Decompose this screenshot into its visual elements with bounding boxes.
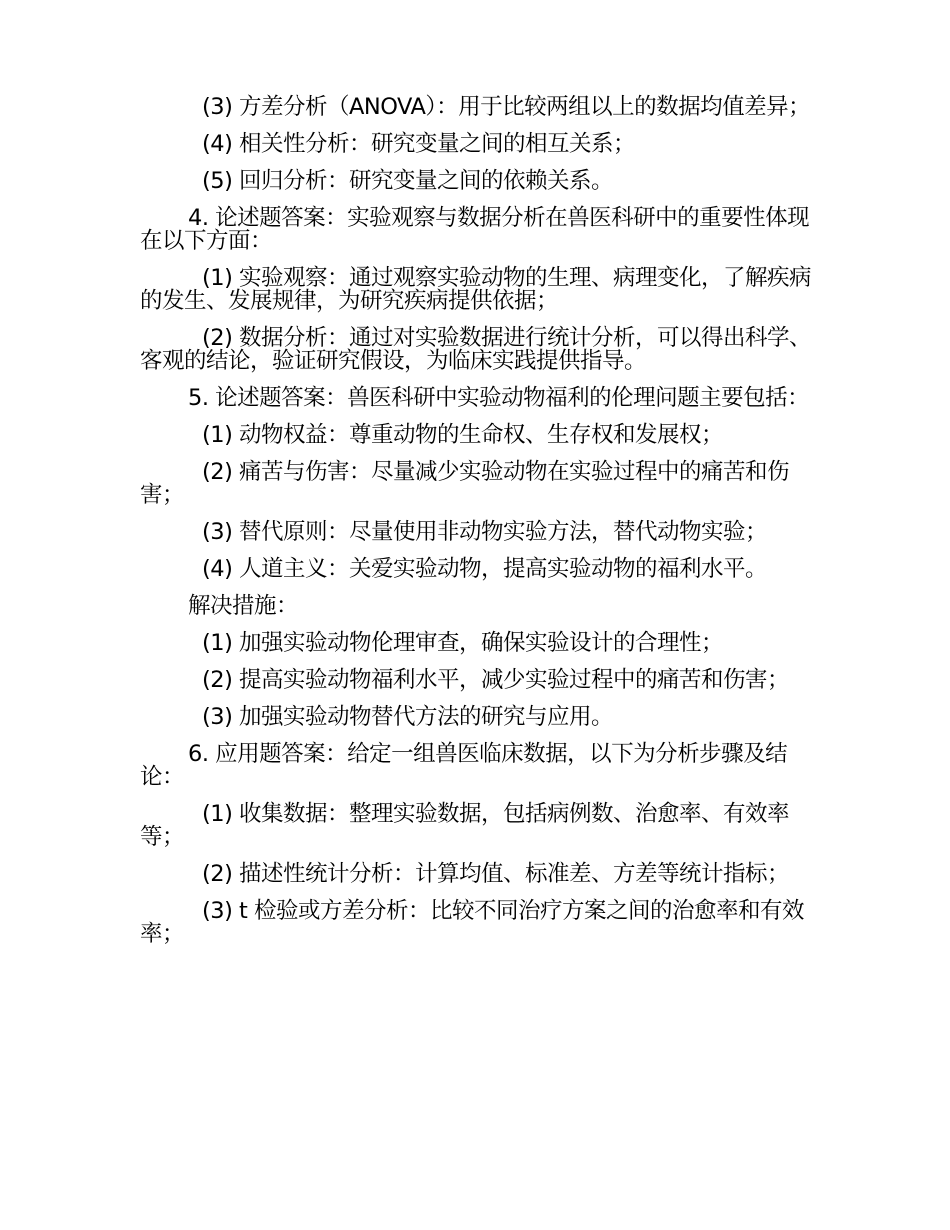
answer-paragraph-animal-rights: (1) 动物权益：尊重动物的生命权、生存权和发展权； xyxy=(202,422,724,448)
answer-paragraph-replacement: (3) 替代原则：尽量使用非动物实验方法，替代动物实验； xyxy=(202,519,768,545)
answer-heading-6: 6. 应用题答案：给定一组兽医临床数据，以下为分析步骤及结论： xyxy=(140,741,788,790)
measures-heading: 解决措施： xyxy=(188,593,299,619)
answer-heading-5: 5. 论述题答案：兽医科研中实验动物福利的伦理问题主要包括： xyxy=(188,385,810,411)
answer-heading-4: 4. 论述题答案：实验观察与数据分析在兽医科研中的重要性体现在以下方面： xyxy=(140,205,810,254)
answer-paragraph-humanism: (4) 人道主义：关爱实验动物，提高实验动物的福利水平。 xyxy=(202,556,768,582)
step-paragraph-ttest: (3) t 检验或方差分析：比较不同治疗方案之间的治愈率和有效率； xyxy=(140,898,804,947)
answer-paragraph-observation: (1) 实验观察：通过观察实验动物的生理、病理变化，了解疾病的发生、发展规律，为研究疾病提供依据； xyxy=(140,265,812,314)
step-paragraph-descriptive: (2) 描述性统计分析：计算均值、标准差、方差等统计指标； xyxy=(202,861,790,887)
measure-paragraph-welfare: (2) 提高实验动物福利水平，减少实验过程中的痛苦和伤害； xyxy=(202,667,790,693)
document-body xyxy=(140,96,812,946)
measure-paragraph-ethics-review: (1) 加强实验动物伦理审查，确保实验设计的合理性； xyxy=(202,630,724,656)
answer-paragraph-correlation: (4) 相关性分析：研究变量之间的相互关系； xyxy=(202,131,636,157)
step-paragraph-collect: (1) 收集数据：整理实验数据，包括病例数、治愈率、有效率等； xyxy=(140,801,790,850)
measure-paragraph-alternatives: (3) 加强实验动物替代方法的研究与应用。 xyxy=(202,704,614,730)
answer-paragraph-data-analysis: (2) 数据分析：通过对实验数据进行统计分析，可以得出科学、客观的结论，验证研究假设，为临床实践提供指导。 xyxy=(140,325,812,374)
answer-paragraph-anova: (3) 方差分析（ANOVA）：用于比较两组以上的数据均值差异； xyxy=(202,94,811,120)
answer-paragraph-pain-harm: (2) 痛苦与伤害：尽量减少实验动物在实验过程中的痛苦和伤害； xyxy=(140,459,790,508)
answer-paragraph-regression: (5) 回归分析：研究变量之间的依赖关系。 xyxy=(202,168,614,194)
